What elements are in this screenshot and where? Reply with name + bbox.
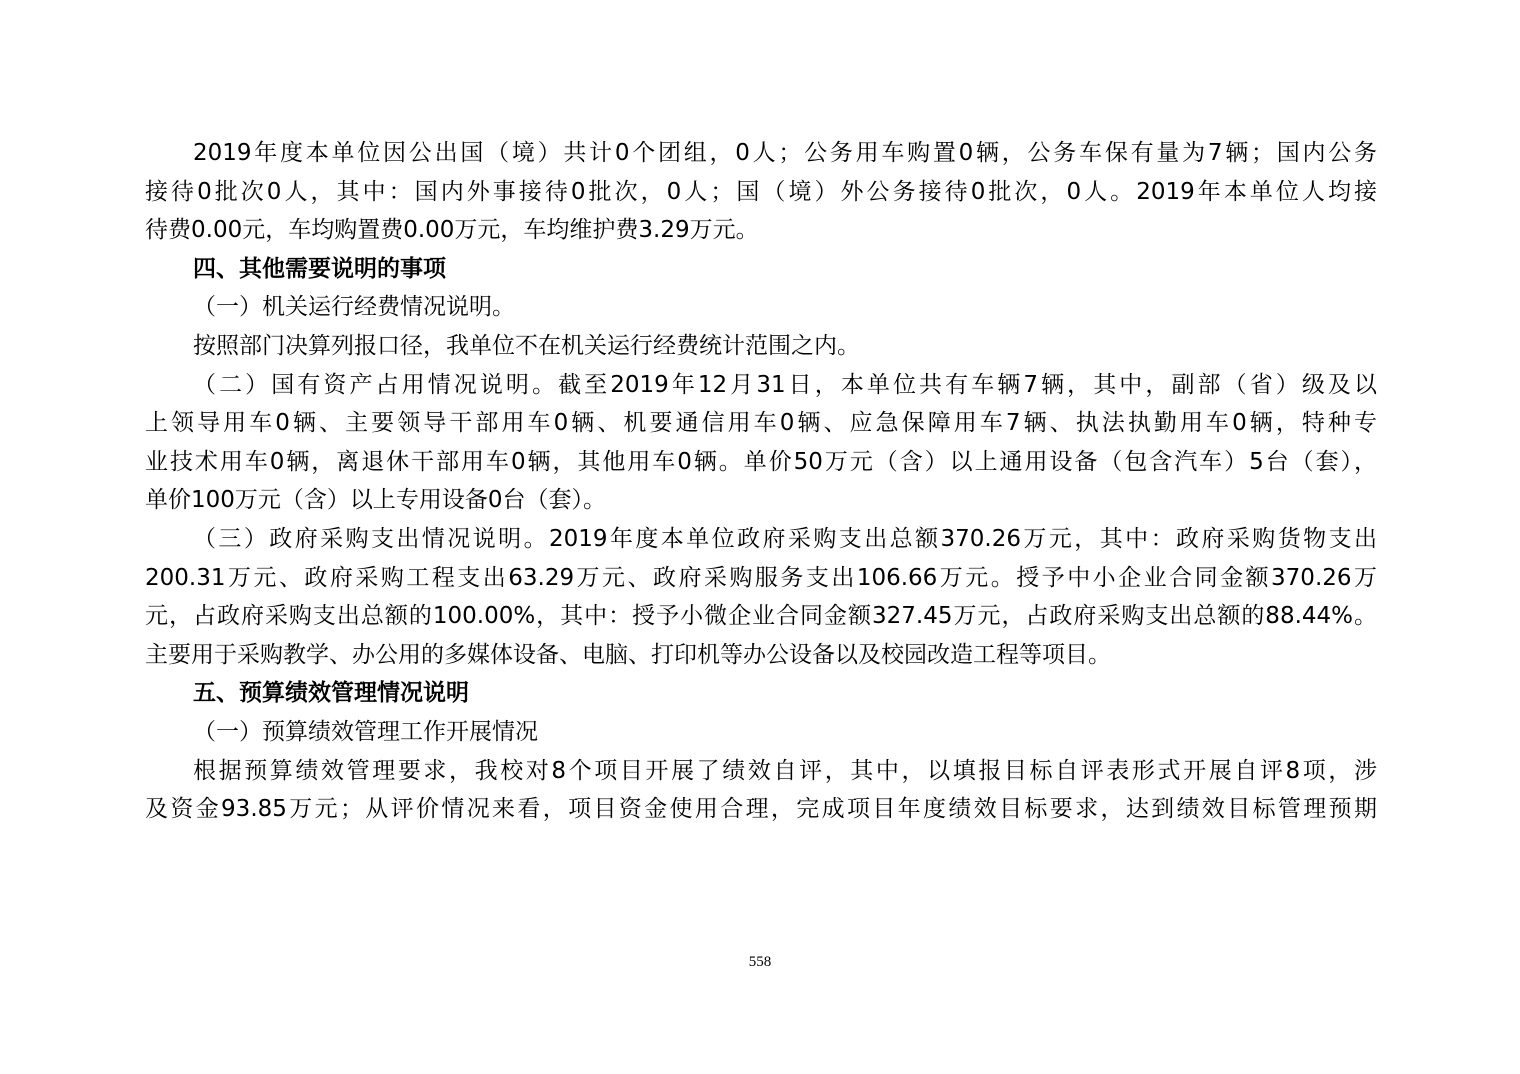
paragraph-line: 待费0.00元，车均购置费0.00万元，车均维护费3.29万元。	[145, 217, 759, 244]
paragraph-line: 业技术用车0辆，离退休干部用车0辆，其他用车0辆。单价50万元（含）以上通用设备（包含汽车）5台（套），	[145, 448, 1377, 475]
page-number: 558	[748, 954, 772, 970]
document-body	[145, 134, 1377, 829]
paragraph-line: 及资金93.85万元；从评价情况来看，项目资金使用合理，完成项目年度绩效目标要求，达到绩效目标管理预期	[145, 796, 1377, 823]
paragraph-line: （二）国有资产占用情况说明。截至2019年12月31日，本单位共有车辆7辆，其中，副部（省）级及以	[193, 371, 1377, 398]
paragraph-line: 根据预算绩效管理要求，我校对8个项目开展了绩效自评，其中，以填报目标自评表形式开展自评8项，涉	[193, 757, 1377, 784]
paragraph-line: 上领导用车0辆、主要领导干部用车0辆、机要通信用车0辆、应急保障用车7辆、执法执勤用车0辆，特种专	[145, 410, 1377, 437]
paragraph-line: 元，占政府采购支出总额的100.00%，其中：授予小微企业合同金额327.45万元，占政府采购支出总额的88.44%。	[145, 603, 1377, 630]
section-heading: 五、预算绩效管理情况说明	[193, 680, 469, 707]
paragraph-line: 200.31万元、政府采购工程支出63.29万元、政府采购服务支出106.66万元。授予中小企业合同金额370.26万	[145, 564, 1377, 591]
section-heading: 四、其他需要说明的事项	[193, 255, 446, 282]
paragraph-line: 主要用于采购教学、办公用的多媒体设备、电脑、打印机等办公设备以及校园改造工程等项目。	[145, 641, 1111, 668]
paragraph-line: 接待0批次0人，其中：国内外事接待0批次，0人；国（境）外公务接待0批次，0人。2019年本单位人均接	[145, 178, 1377, 205]
paragraph-line: 2019年度本单位因公出国（境）共计0个团组，0人；公务用车购置0辆，公务车保有量为7辆；国内公务	[193, 140, 1377, 166]
paragraph-line: （三）政府采购支出情况说明。2019年度本单位政府采购支出总额370.26万元，其中：政府采购货物支出	[193, 525, 1377, 552]
paragraph-line: 按照部门决算列报口径，我单位不在机关运行经费统计范围之内。	[193, 332, 860, 359]
subsection-title: （一）预算绩效管理工作开展情况	[193, 718, 538, 745]
subsection-title: （一）机关运行经费情况说明。	[193, 294, 515, 321]
paragraph-line: 单价100万元（含）以上专用设备0台（套）。	[145, 487, 607, 514]
